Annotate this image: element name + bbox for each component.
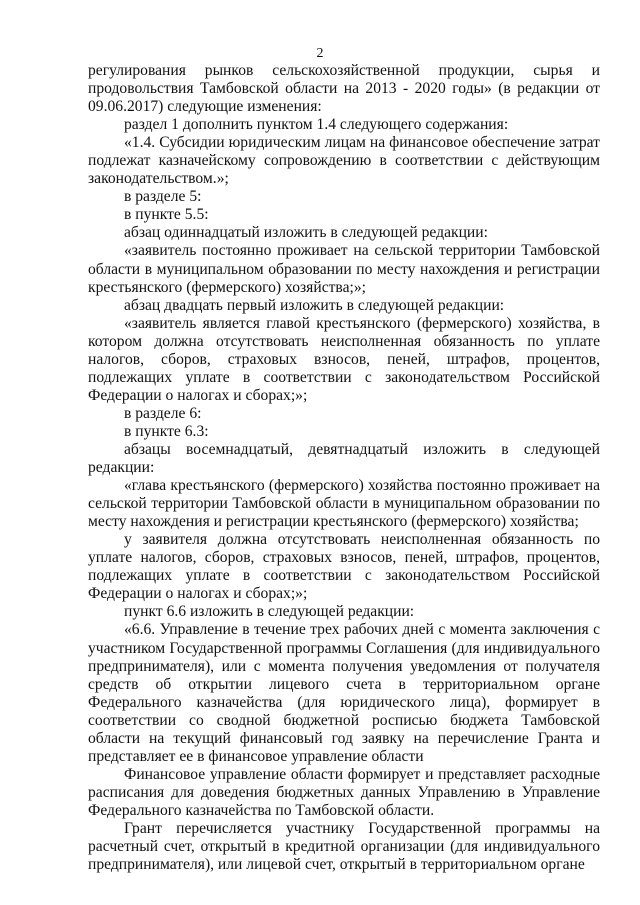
- paragraph: абзацы восемнадцатый, девятнадцатый изложить в следующей редакции:: [88, 440, 600, 477]
- paragraph: «заявитель является главой крестьянского (фермерского) хозяйства, в котором должна отсутствовать неисполненная обязанность по уплате налогов, сборов, страховых взносов, пеней, штрафов, процентов, подлежащих уплате в соответствии с законодательством Российской Федерации о налогах и сборах;»;: [88, 314, 600, 404]
- paragraph: в пункте 5.5:: [124, 206, 209, 224]
- paragraph: пункт 6.6 изложить в следующей редакции:: [124, 603, 415, 621]
- paragraph: Финансовое управление области формирует и представляет расходные расписания для доведения бюджетных данных Управлению в Управление Федерального казначейства по Тамбовской области.: [88, 765, 600, 819]
- paragraph: в пункте 6.3:: [124, 422, 209, 440]
- paragraph: абзац одиннадцатый изложить в следующей редакции:: [124, 224, 488, 242]
- paragraph: у заявителя должна отсутствовать неисполненная обязанность по уплате налогов, сборов, страховых взносов, пеней, штрафов, процентов, подлежащих уплате в соответствии с законодательством Российской Федерации о налогах и сборах;»;: [88, 531, 600, 603]
- paragraph: Грант перечисляется участнику Государственной программы на расчетный счет, открытый в кредитной организации (для индивидуального предпринимателя), или лицевой счет, открытый в территориальном органе: [88, 819, 600, 874]
- paragraph: «1.4. Субсидии юридическим лицам на финансовое обеспечение затрат подлежат казначейскому сопровождению в соответствии с действующим законодательством.»;: [88, 134, 600, 188]
- paragraph: регулирования рынков сельскохозяйственной продукции, сырья и продовольствия Тамбовской области на 2013 - 2020 годы» (в редакции от 09.06.2017) следующие изменения:: [88, 62, 600, 116]
- paragraph: «заявитель постоянно проживает на сельской территории Тамбовской области в муниципальном образовании по месту нахождения и регистрации крестьянского (фермерского) хозяйства;»;: [88, 242, 600, 296]
- paragraph: раздел 1 дополнить пунктом 1.4 следующего содержания:: [124, 116, 509, 134]
- paragraph: «6.6. Управление в течение трех рабочих дней с момента заключения с участником Государственной программы Соглашения (для индивидуального предпринимателя), или с момента получения уведомления от получателя средств об открытии лицевого счета в территориальном органе Федерального казначейства (для юридического лица), формирует в соответствии со сводной бюджетной росписью бюджета Тамбовской области на текущий финансовый год заявку на перечисление Гранта и представляет ее в финансовое управление области: [88, 621, 600, 765]
- document-body: [88, 62, 600, 874]
- paragraph: абзац двадцать первый изложить в следующей редакции:: [124, 296, 505, 314]
- paragraph: «глава крестьянского (фермерского) хозяйства постоянно проживает на сельской территории Тамбовской области в муниципальном образовании по месту нахождения и регистрации крестьянского (фермерского) хозяйства;: [88, 477, 600, 531]
- paragraph: в разделе 5:: [124, 188, 202, 206]
- page-number: 2: [316, 46, 324, 61]
- paragraph: в разделе 6:: [124, 404, 202, 422]
